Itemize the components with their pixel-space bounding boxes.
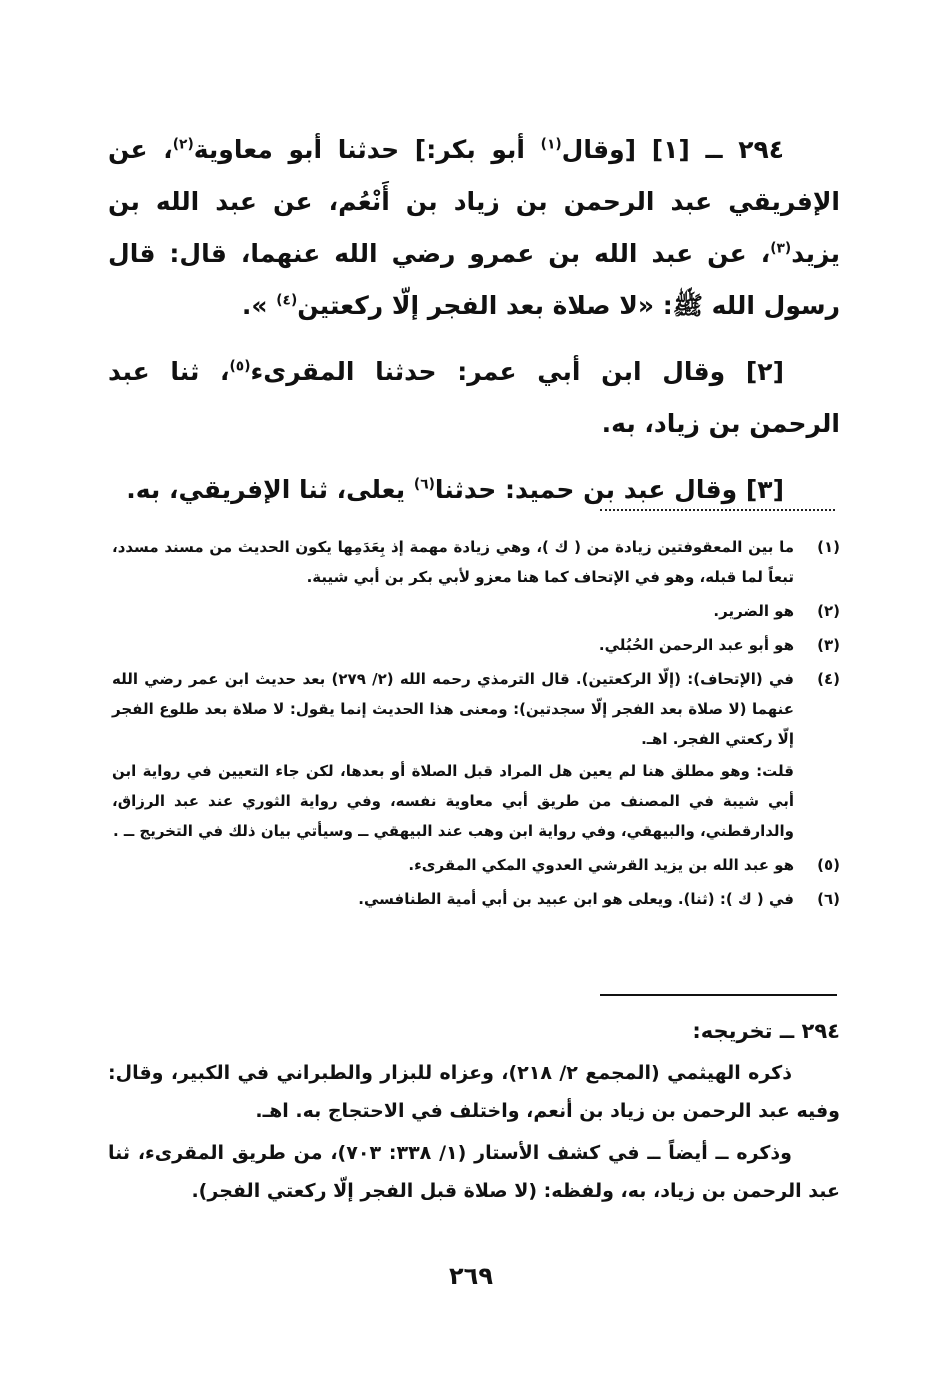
footnote-ref: (٦) <box>413 476 435 493</box>
hadith-text-segment: [٢] وقال ابن أبي عمر: حدثنا المقرىء <box>250 357 784 386</box>
hadith-paragraph-2 <box>108 346 840 450</box>
takhrij-section <box>108 1012 840 1210</box>
hadith-text-segment: يعلى، ثنا الإفريقي، به. <box>126 475 414 504</box>
footnote-text: في (الإتحاف): (إلّا الركعتين). قال الترمذي رحمه الله (٢/ ٢٧٩) بعد حديث ابن عمر رضي الله عنهما (لا صلاة بعد الفجر إلّا سجدتين): ومعنى هذا الحديث إنما يقول: لا صلاة بعد طلوع الفجر إلّا ركعتي الفجر. اهـ. <box>112 670 794 748</box>
footnote-ref: (١) <box>540 136 562 153</box>
hadith-text-segment: ، عن عبد الله بن عمرو رضي الله عنهما، قال: قال رسول الله ﷺ: «لا صلاة بعد الفجر إلّا ركعتين <box>108 239 840 320</box>
footnote-text: ما بين المعقوفتين زيادة من ( ك )، وهي زيادة مهمة إذ بِعَدَمِها يكون الحديث من مسند مسدد، تبعاً لما قبله، وهو في الإتحاف كما هنا معزو لأبي بكر بن أبي شيبة. <box>112 538 794 586</box>
footnote-text: هو عبد الله بن يزيد القرشي العدوي المكي المقرىء. <box>408 856 794 874</box>
footnote-number: (٢) <box>817 602 840 620</box>
page-number: ٢٦٩ <box>449 1262 493 1290</box>
hadith-text-segment: ، عن الإفريقي عبد الرحمن بن زياد بن أَنْعُم، عن عبد الله بن يزيد <box>108 135 840 268</box>
hadith-text <box>108 124 840 516</box>
footnote-item <box>112 664 840 846</box>
footnote-ref: (٣) <box>770 240 792 257</box>
footnote-number: (٣) <box>817 636 840 654</box>
footnote-dotted-separator <box>600 509 835 511</box>
footnote-number: (٥) <box>817 856 840 874</box>
footnote-number: (١) <box>817 538 840 556</box>
takhrij-heading: ٢٩٤ ــ تخريجه: <box>692 1019 840 1043</box>
footnote-number: (٤) <box>817 670 840 688</box>
footnote-comment: قلت: وهو مطلق هنا لم يعين هل المراد قبل الصلاة أو بعدها، لكن جاء التعيين في رواية ابن أبي شيبة في المصنف من طريق أبي معاوية نفسه، وفي رواية الثوري عند عبد الرزاق، والدارقطني، والبيهقي، وفي رواية ابن وهب عند البيهقي ــ وسيأتي بيان ذلك في التخريج ــ . <box>112 762 794 840</box>
footnotes-list <box>112 532 840 918</box>
hadith-text-segment: ، ثنا عبد الرحمن بن زياد، به. <box>108 357 840 438</box>
footnote-item <box>112 532 840 592</box>
footnote-item <box>112 884 840 914</box>
footnote-text: هو الضرير. <box>713 602 794 620</box>
footnote-item <box>112 850 840 880</box>
footnote-ref: (٥) <box>229 358 251 375</box>
footnote-item <box>112 630 840 660</box>
takhrij-separator-line <box>600 994 837 996</box>
footnote-ref: (٢) <box>172 136 194 153</box>
takhrij-paragraph: وذكره ــ أيضاً ــ في كشف الأستار (١/ ٣٣٨: ٧٠٣)، من طريق المقرىء، ثنا عبد الرحمن بن زياد، به، ولفظه: (لا صلاة قبل الفجر إلّا ركعتي الفجر). <box>108 1142 840 1202</box>
footnote-item <box>112 596 840 626</box>
hadith-text-segment: ». <box>241 291 277 320</box>
hadith-text-segment: [٣] وقال عبد بن حميد: حدثنا <box>434 475 784 504</box>
hadith-paragraph-1 <box>108 124 840 332</box>
footnote-text: هو أبو عبد الرحمن الحُبُلي. <box>598 636 794 654</box>
footnote-text: في ( ك ): (ثنا). ويعلى هو ابن عبيد بن أبي أمية الطنافسي. <box>358 890 794 908</box>
hadith-text-segment: أبو بكر:] حدثنا أبو معاوية <box>193 135 541 164</box>
hadith-text-segment: ٢٩٤ ــ [١] [وقال <box>561 135 784 164</box>
footnote-number: (٦) <box>817 890 840 908</box>
footnote-ref: (٤) <box>276 292 298 309</box>
takhrij-paragraph: ذكره الهيثمي (المجمع ٢/ ٢١٨)، وعزاه للبزار والطبراني في الكبير، وقال: وفيه عبد الرحمن بن زياد بن أنعم، واختلف في الاحتجاج به. اهـ. <box>108 1062 840 1122</box>
